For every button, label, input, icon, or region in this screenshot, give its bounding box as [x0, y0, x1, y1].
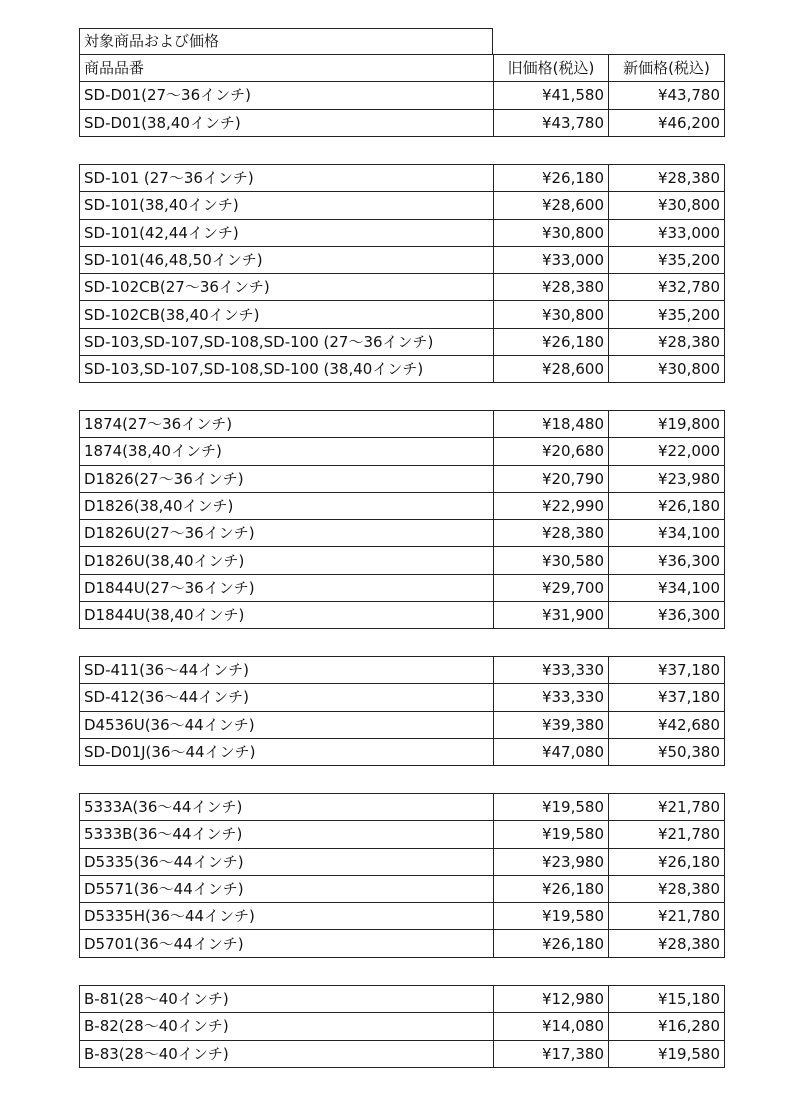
table-row — [80, 547, 725, 574]
new-price-cell: ¥26,180 — [609, 848, 725, 875]
price-table-group-2 — [79, 164, 725, 383]
product-cell: SD-101(42,44インチ) — [80, 219, 494, 246]
product-cell: SD-D01(38,40インチ) — [80, 109, 494, 136]
product-cell: SD-101(38,40インチ) — [80, 192, 494, 219]
new-price-cell: ¥22,000 — [609, 438, 725, 465]
new-price-cell: ¥28,380 — [609, 930, 725, 957]
new-price-cell: ¥37,180 — [609, 657, 725, 684]
table-row — [80, 986, 725, 1013]
table-row — [80, 492, 725, 519]
new-price-cell: ¥21,780 — [609, 903, 725, 930]
new-price-cell: ¥33,000 — [609, 219, 725, 246]
product-cell: D1826(27〜36インチ) — [80, 465, 494, 492]
new-price-cell: ¥26,180 — [609, 492, 725, 519]
old-price-cell: ¥30,580 — [494, 547, 609, 574]
table-row — [80, 903, 725, 930]
old-price-cell: ¥26,180 — [494, 328, 609, 355]
table-row — [80, 930, 725, 957]
old-price-cell: ¥26,180 — [494, 875, 609, 902]
new-price-cell: ¥46,200 — [609, 109, 725, 136]
table-row — [80, 82, 725, 109]
new-price-cell: ¥34,100 — [609, 574, 725, 601]
new-price-cell: ¥21,780 — [609, 794, 725, 821]
old-price-cell: ¥28,380 — [494, 520, 609, 547]
old-price-cell: ¥19,580 — [494, 903, 609, 930]
product-cell: D5571(36〜44インチ) — [80, 875, 494, 902]
old-price-cell: ¥19,580 — [494, 794, 609, 821]
old-price-cell: ¥41,580 — [494, 82, 609, 109]
new-price-cell: ¥37,180 — [609, 684, 725, 711]
new-price-cell: ¥15,180 — [609, 986, 725, 1013]
product-cell: D5335(36〜44インチ) — [80, 848, 494, 875]
table-row — [80, 875, 725, 902]
old-price-cell: ¥33,330 — [494, 684, 609, 711]
old-price-cell: ¥28,600 — [494, 192, 609, 219]
product-cell: SD-411(36〜44インチ) — [80, 657, 494, 684]
product-cell: D4536U(36〜44インチ) — [80, 711, 494, 738]
old-price-cell: ¥26,180 — [494, 930, 609, 957]
table-row — [80, 356, 725, 383]
document-title: 対象商品および価格 — [79, 28, 493, 55]
product-cell: D1844U(27〜36インチ) — [80, 574, 494, 601]
table-row — [80, 301, 725, 328]
old-price-cell: ¥18,480 — [494, 411, 609, 438]
price-table-group-5 — [79, 793, 725, 958]
product-cell: 1874(38,40インチ) — [80, 438, 494, 465]
table-row — [80, 821, 725, 848]
table-row — [80, 684, 725, 711]
product-cell: B-82(28〜40インチ) — [80, 1013, 494, 1040]
header-product: 商品品番 — [80, 55, 494, 82]
new-price-cell: ¥36,300 — [609, 547, 725, 574]
new-price-cell: ¥28,380 — [609, 328, 725, 355]
product-cell: 5333A(36〜44インチ) — [80, 794, 494, 821]
product-cell: D5701(36〜44インチ) — [80, 930, 494, 957]
old-price-cell: ¥17,380 — [494, 1040, 609, 1067]
old-price-cell: ¥30,800 — [494, 219, 609, 246]
table-row — [80, 794, 725, 821]
new-price-cell: ¥42,680 — [609, 711, 725, 738]
header-row — [80, 55, 725, 82]
product-cell: SD-103,SD-107,SD-108,SD-100 (27〜36インチ) — [80, 328, 494, 355]
product-cell: 5333B(36〜44インチ) — [80, 821, 494, 848]
table-row — [80, 328, 725, 355]
table-row — [80, 520, 725, 547]
old-price-cell: ¥22,990 — [494, 492, 609, 519]
price-table-group-3 — [79, 410, 725, 629]
new-price-cell: ¥19,580 — [609, 1040, 725, 1067]
product-cell: SD-D01J(36〜44インチ) — [80, 738, 494, 765]
product-cell: D1826U(38,40インチ) — [80, 547, 494, 574]
new-price-cell: ¥32,780 — [609, 274, 725, 301]
product-cell: B-81(28〜40インチ) — [80, 986, 494, 1013]
new-price-cell: ¥28,380 — [609, 875, 725, 902]
table-row — [80, 465, 725, 492]
old-price-cell: ¥39,380 — [494, 711, 609, 738]
product-cell: SD-101 (27〜36インチ) — [80, 165, 494, 192]
old-price-cell: ¥19,580 — [494, 821, 609, 848]
table-row — [80, 848, 725, 875]
old-price-cell: ¥28,380 — [494, 274, 609, 301]
old-price-cell: ¥29,700 — [494, 574, 609, 601]
new-price-cell: ¥34,100 — [609, 520, 725, 547]
product-cell: SD-412(36〜44インチ) — [80, 684, 494, 711]
product-cell: SD-102CB(27〜36インチ) — [80, 274, 494, 301]
new-price-cell: ¥35,200 — [609, 301, 725, 328]
old-price-cell: ¥20,790 — [494, 465, 609, 492]
product-cell: D1826(38,40インチ) — [80, 492, 494, 519]
old-price-cell: ¥43,780 — [494, 109, 609, 136]
price-table-group-1 — [79, 54, 725, 137]
product-cell: SD-103,SD-107,SD-108,SD-100 (38,40インチ) — [80, 356, 494, 383]
table-row — [80, 411, 725, 438]
product-cell: 1874(27〜36インチ) — [80, 411, 494, 438]
new-price-cell: ¥43,780 — [609, 82, 725, 109]
table-row — [80, 274, 725, 301]
old-price-cell: ¥12,980 — [494, 986, 609, 1013]
new-price-cell: ¥36,300 — [609, 602, 725, 629]
table-row — [80, 246, 725, 273]
new-price-cell: ¥23,980 — [609, 465, 725, 492]
new-price-cell: ¥30,800 — [609, 192, 725, 219]
header-old-price: 旧価格(税込) — [494, 55, 609, 82]
table-row — [80, 165, 725, 192]
old-price-cell: ¥33,000 — [494, 246, 609, 273]
product-cell: D1826U(27〜36インチ) — [80, 520, 494, 547]
table-row — [80, 602, 725, 629]
product-cell: D5335H(36〜44インチ) — [80, 903, 494, 930]
table-row — [80, 574, 725, 601]
new-price-cell: ¥35,200 — [609, 246, 725, 273]
table-row — [80, 711, 725, 738]
table-row — [80, 1040, 725, 1067]
old-price-cell: ¥26,180 — [494, 165, 609, 192]
old-price-cell: ¥31,900 — [494, 602, 609, 629]
old-price-cell: ¥30,800 — [494, 301, 609, 328]
table-row — [80, 657, 725, 684]
product-cell: D1844U(38,40インチ) — [80, 602, 494, 629]
old-price-cell: ¥14,080 — [494, 1013, 609, 1040]
table-row — [80, 109, 725, 136]
header-new-price: 新価格(税込) — [609, 55, 725, 82]
table-row — [80, 192, 725, 219]
new-price-cell: ¥28,380 — [609, 165, 725, 192]
old-price-cell: ¥23,980 — [494, 848, 609, 875]
table-row — [80, 738, 725, 765]
product-cell: SD-D01(27〜36インチ) — [80, 82, 494, 109]
table-row — [80, 438, 725, 465]
new-price-cell: ¥21,780 — [609, 821, 725, 848]
new-price-cell: ¥16,280 — [609, 1013, 725, 1040]
new-price-cell: ¥30,800 — [609, 356, 725, 383]
product-cell: SD-102CB(38,40インチ) — [80, 301, 494, 328]
new-price-cell: ¥19,800 — [609, 411, 725, 438]
old-price-cell: ¥20,680 — [494, 438, 609, 465]
price-table-group-4 — [79, 656, 725, 766]
table-row — [80, 219, 725, 246]
old-price-cell: ¥47,080 — [494, 738, 609, 765]
table-row — [80, 1013, 725, 1040]
product-cell: SD-101(46,48,50インチ) — [80, 246, 494, 273]
product-cell: B-83(28〜40インチ) — [80, 1040, 494, 1067]
old-price-cell: ¥28,600 — [494, 356, 609, 383]
old-price-cell: ¥33,330 — [494, 657, 609, 684]
price-table-group-6 — [79, 985, 725, 1068]
new-price-cell: ¥50,380 — [609, 738, 725, 765]
